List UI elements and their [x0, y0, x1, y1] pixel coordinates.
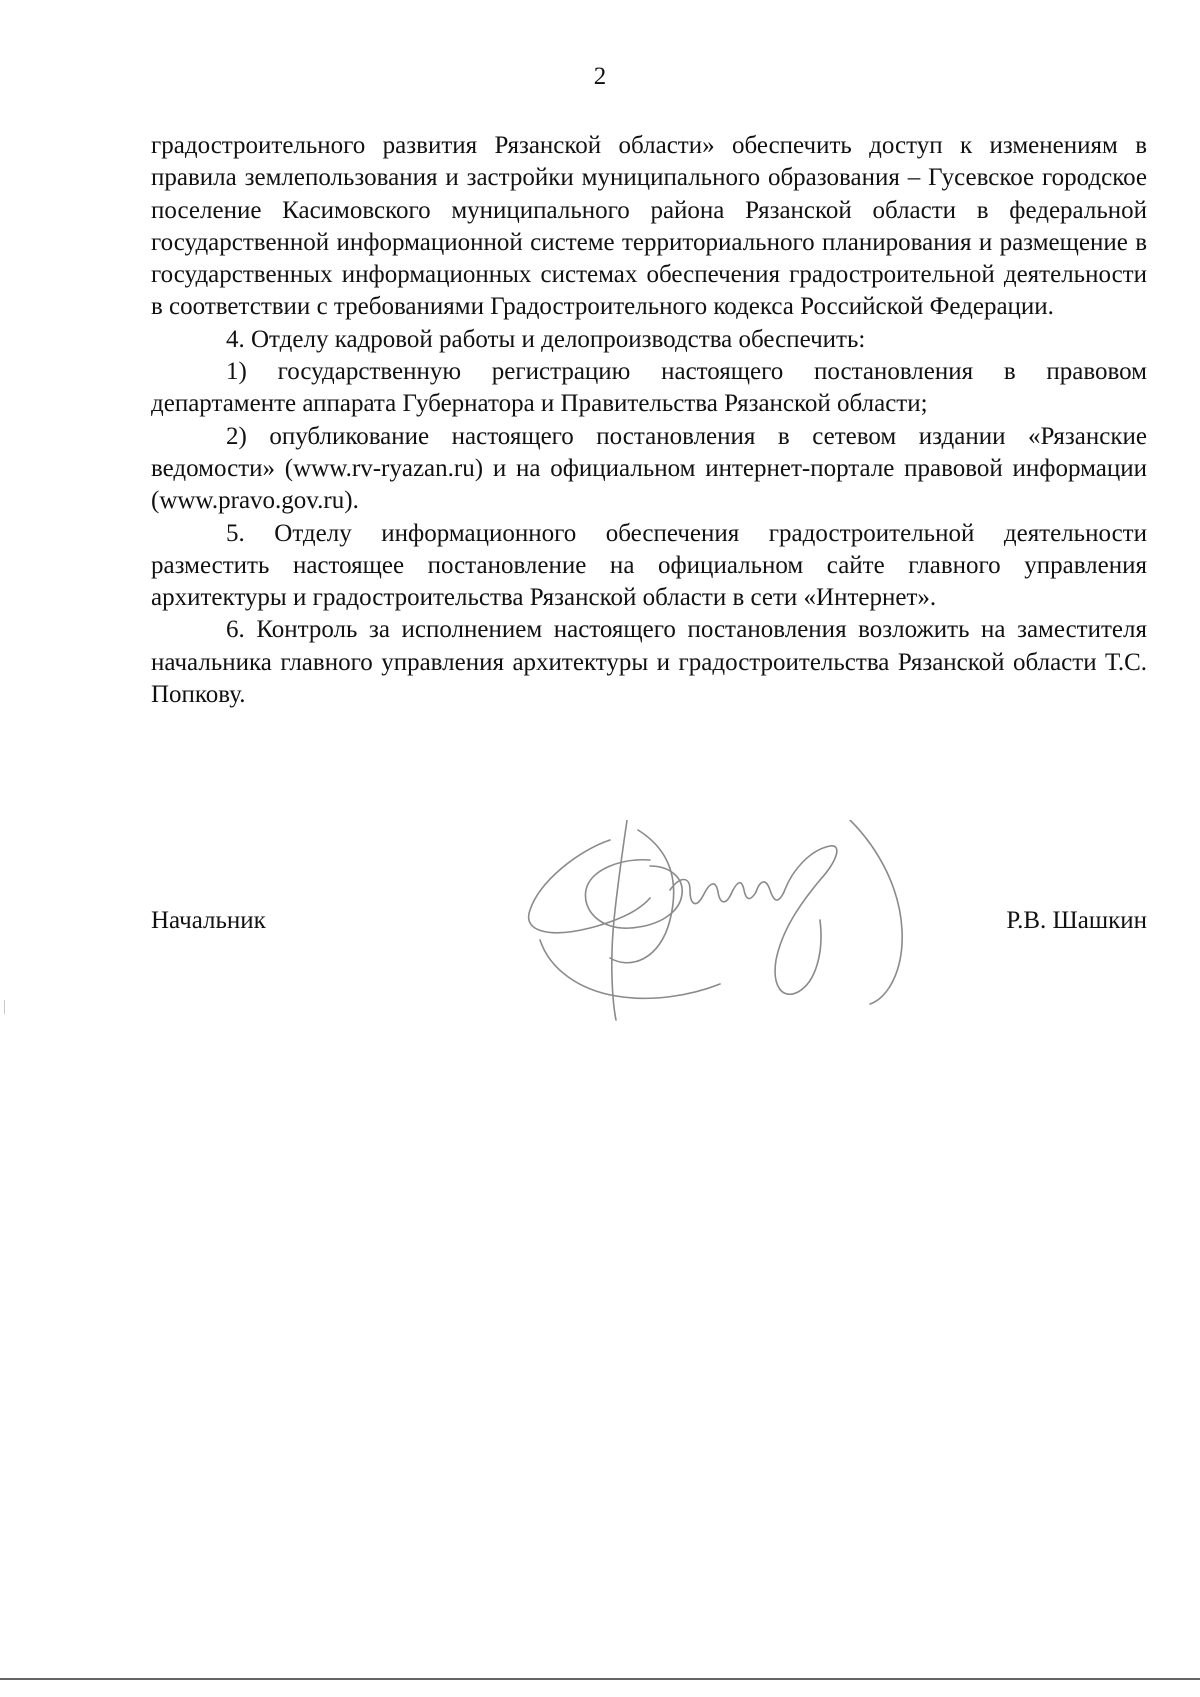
document-body	[151, 130, 1147, 711]
signature-block	[151, 905, 1147, 945]
page-bottom-edge	[0, 1678, 1200, 1680]
paragraph-continuation: градостроительного развития Рязанской области» обеспечить доступ к изменениям в правила землепользования и застройки муниципального образования – Гусевское городское поселение Касимовского муниципального района Рязанской области в федеральной государственной информационной системе территориального планирования и размещение в государственных информационных системах обеспечения градостроительной деятельности в соответствии с требованиями Градостроительного кодекса Российской Федерации.	[151, 132, 1147, 321]
paragraph-item-6: 6. Контроль за исполнением настоящего постановления возложить на заместителя начальника главного управления архитектуры и градостроительства Рязанской области Т.С. Попкову.	[151, 616, 1147, 709]
paragraph-item-5: 5. Отделу информационного обеспечения градостроительной деятельности разместить настоящее постановление на официальном сайте главного управления архитектуры и градостроительства Рязанской области в сети «Интернет».	[151, 519, 1147, 612]
signer-position: Начальник	[151, 907, 266, 934]
paragraph-subitem-1: 1) государственную регистрацию настоящего постановления в правовом департаменте аппарата Губернатора и Правительства Рязанской области;	[151, 358, 1147, 418]
paragraph-subitem-2: 2) опубликование настоящего постановления в сетевом издании «Рязанские ведомости» (www.rv-ryazan.ru) и на официальном интернет-портале правовой информации (www.pravo.gov.ru).	[151, 422, 1147, 515]
page-number: 2	[593, 63, 607, 90]
scan-artifact	[4, 1000, 5, 1014]
signer-name: Р.В. Шашкин	[1006, 907, 1147, 934]
paragraph-item-4: 4. Отделу кадровой работы и делопроизводства обеспечить:	[226, 325, 866, 353]
